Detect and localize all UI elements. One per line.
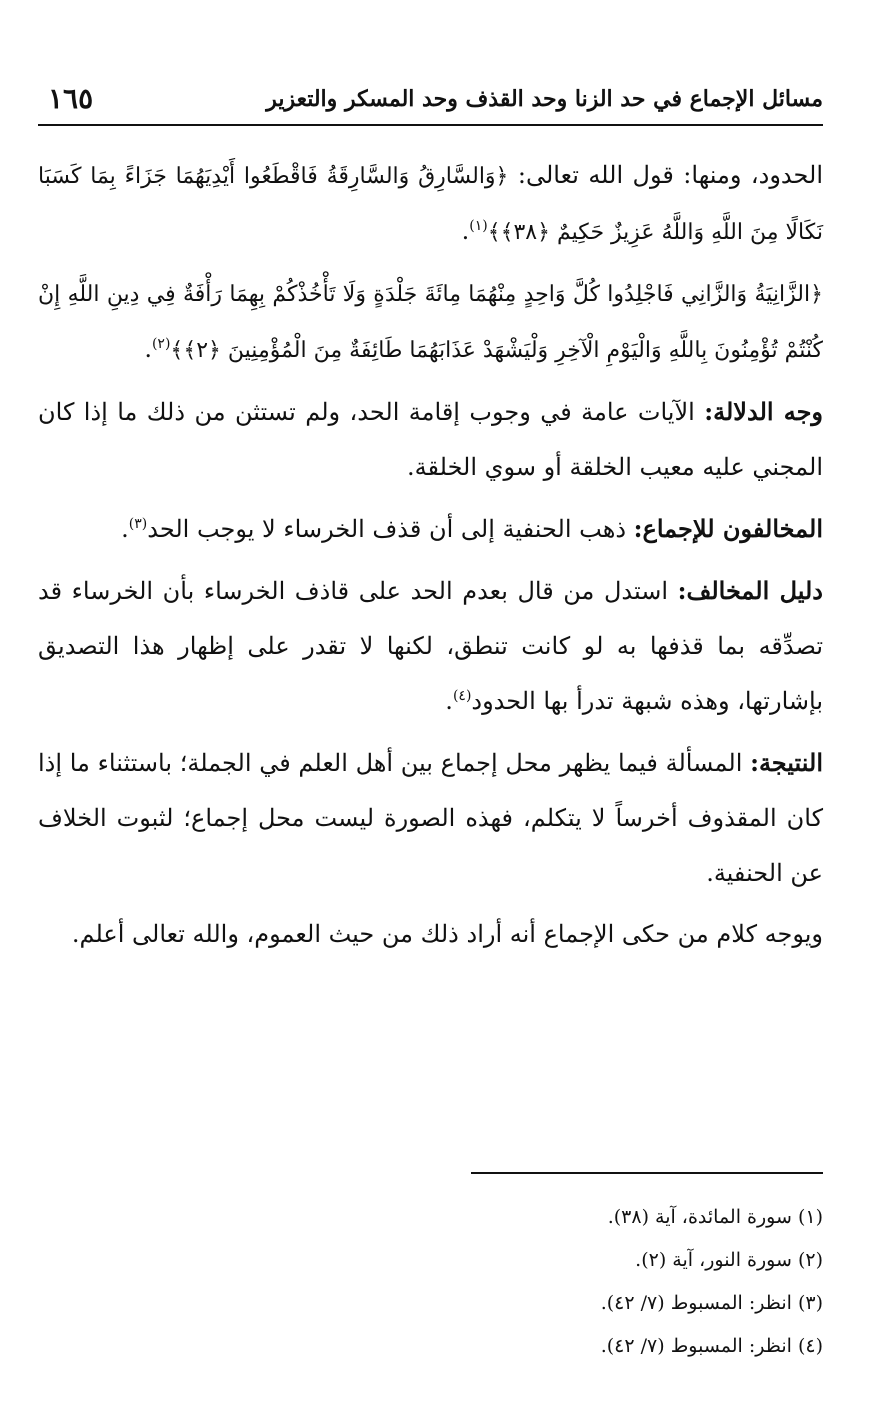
heading-evidence: وجه الدلالة: bbox=[704, 397, 824, 426]
page-header bbox=[38, 80, 823, 126]
footnotes bbox=[323, 1196, 823, 1368]
paragraph-text: الآيات عامة في وجوب إقامة الحد، ولم تستثن من ذلك ما إذا كان المجني عليه معيب الخلقة أو سوي الخلقة. bbox=[38, 398, 823, 481]
footnote-ref-1: (١) bbox=[469, 218, 488, 234]
quran-verse-maidah: ﴿وَالسَّارِقُ وَالسَّارِقَةُ فَاقْطَعُوا أَيْدِيَهُمَا جَزَاءً بِمَا كَسَبَا نَكَالًا مِنَ اللَّهِ وَاللَّهُ عَزِيزٌ حَكِيمٌ ﴿٣٨﴾﴾ bbox=[38, 164, 823, 245]
paragraph-text: ويوجه كلام من حكى الإجماع أنه أراد ذلك من حيث العموم، والله تعالى أعلم. bbox=[71, 920, 823, 948]
paragraph-result bbox=[38, 735, 823, 901]
footnote-1: (١) سورة المائدة، آية (٣٨). bbox=[607, 1206, 823, 1228]
page-number: ١٦٥ bbox=[48, 82, 94, 115]
heading-result: النتيجة: bbox=[750, 748, 824, 777]
footnote-ref-2: (٢) bbox=[151, 336, 171, 352]
footnote-divider bbox=[471, 1172, 823, 1174]
paragraph-text: الحدود، ومنها: قول الله تعالى: bbox=[508, 161, 823, 189]
paragraph-hudud-verse: الحدود، ومنها: قول الله تعالى: ﴿وَالسَّارِقُ وَالسَّارِقَةُ فَاقْطَعُوا أَيْدِيَهُمَا جَزَاءً بِمَا كَسَبَا نَكَالًا مِنَ اللَّهِ وَاللَّهُ عَزِيزٌ حَكِيمٌ ﴿٣٨﴾﴾$^{(١)}$. bbox=[38, 161, 823, 245]
quran-verse-nur: ﴿الزَّانِيَةُ وَالزَّانِي فَاجْلِدُوا كُلَّ وَاحِدٍ مِنْهُمَا مِائَةَ جَلْدَةٍ وَلَا تَأْخُذْكُمْ بِهِمَا رَأْفَةٌ فِي دِينِ اللَّهِ إِنْ كُنْتُمْ تُؤْمِنُونَ بِاللَّهِ وَالْيَوْمِ الْآخِرِ وَلْيَشْهَدْ عَذَابَهُمَا طَائِفَةٌ مِنَ الْمُؤْمِنِينَ ﴿٢﴾﴾ bbox=[38, 282, 823, 363]
paragraph-text: استدل من قال بعدم الحد على قاذف الخرساء بأن الخرساء قد تصدِّقه بما قذفها به لو كانت تنطق، لكنها لا تقدر على إظهار هذا التصديق بإشارتها، وهذه شبهة تدرأ بها الحدود bbox=[38, 577, 823, 715]
paragraph-evidence bbox=[38, 384, 823, 495]
paragraph-text: ذهب الحنفية إلى أن قذف الخرساء لا يوجب الحد bbox=[147, 515, 634, 543]
running-title: مسائل الإجماع في حد الزنا وحد القذف وحد المسكر والتعزير bbox=[266, 86, 823, 112]
paragraph-dissenters: المخالفون للإجماع: ذهب الحنفية إلى أن قذف الخرساء لا يوجب الحد$^{(٣)}$. bbox=[121, 514, 823, 543]
paragraph-zina-verse: ﴿الزَّانِيَةُ وَالزَّانِي فَاجْلِدُوا كُلَّ وَاحِدٍ مِنْهُمَا مِائَةَ جَلْدَةٍ وَلَا تَأْخُذْكُمْ بِهِمَا رَأْفَةٌ فِي دِينِ اللَّهِ إِنْ كُنْتُمْ تُؤْمِنُونَ بِاللَّهِ وَالْيَوْمِ الْآخِرِ وَلْيَشْهَدْ عَذَابَهُمَا طَائِفَةٌ مِنَ الْمُؤْمِنِينَ ﴿٢﴾﴾$^{(٢)}$. bbox=[38, 282, 823, 363]
paragraph-conclusion bbox=[38, 907, 823, 962]
footnote-3: (٣) انظر: المسبوط (٧/ ٤٢). bbox=[600, 1292, 823, 1314]
heading-dissenter-proof: دليل المخالف: bbox=[677, 576, 823, 605]
footnote-2: (٢) سورة النور، آية (٢). bbox=[635, 1249, 823, 1271]
footnote-ref-3: (٣) bbox=[128, 516, 148, 532]
paragraph-text: المسألة فيما يظهر محل إجماع بين أهل العلم في الجملة؛ باستثناء ما إذا كان المقذوف أخرساً لا يتكلم، فهذه الصورة ليست محل إجماع؛ لثبوت الخلاف عن الحنفية. bbox=[38, 749, 823, 887]
main-text bbox=[38, 148, 823, 968]
paragraph-dissenter-proof: دليل المخالف: استدل من قال بعدم الحد على قاذف الخرساء بأن الخرساء قد تصدِّقه بما قذفها به لو كانت تنطق، لكنها لا تقدر على إظهار هذا التصديق بإشارتها، وهذه شبهة تدرأ بها الحدود$^{(٤)}$. bbox=[38, 576, 823, 715]
footnote-ref-4: (٤) bbox=[452, 688, 472, 704]
footnote-4: (٤) انظر: المسبوط (٧/ ٤٢). bbox=[600, 1335, 823, 1357]
heading-dissenters: المخالفون للإجماع: bbox=[633, 514, 823, 543]
